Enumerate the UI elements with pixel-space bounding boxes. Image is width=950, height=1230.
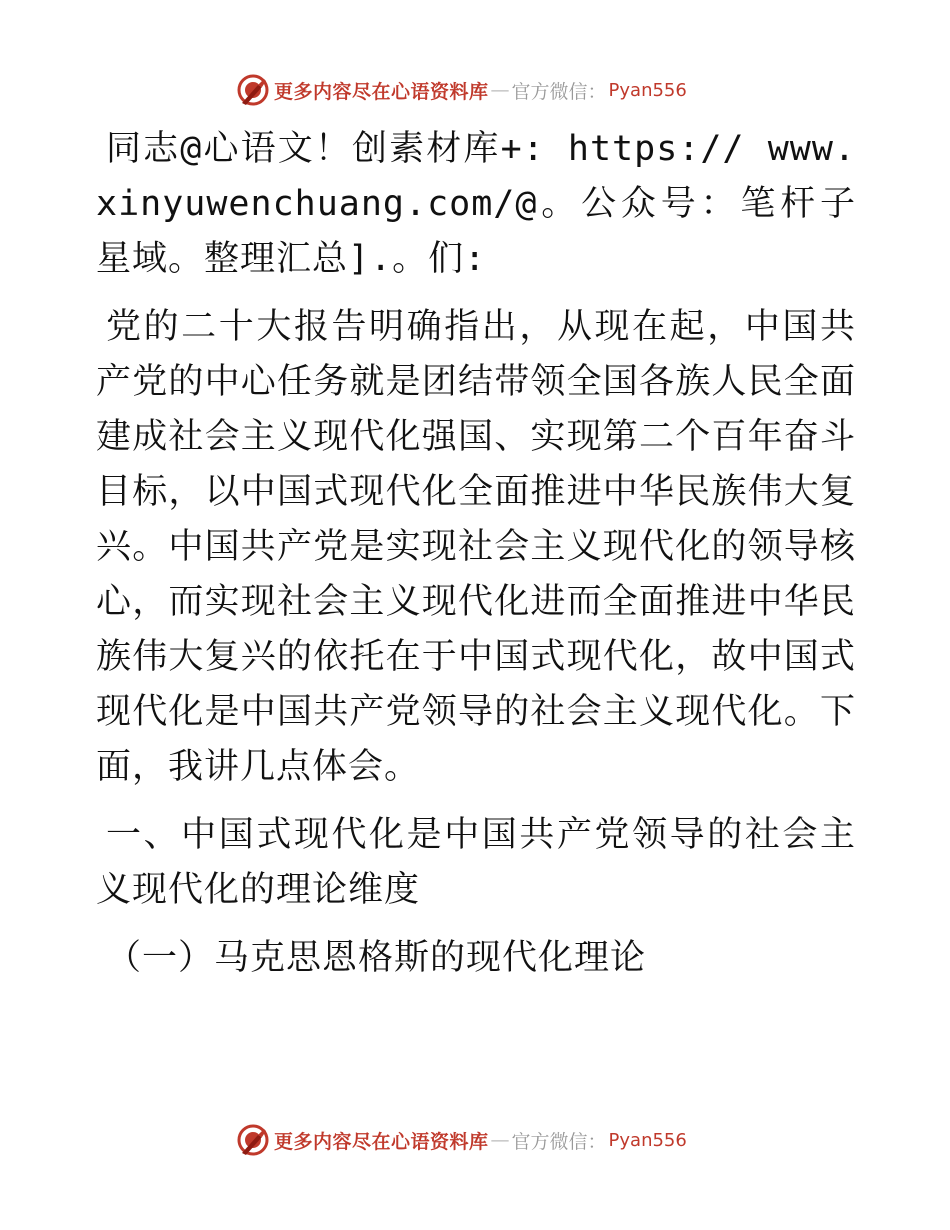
header-watermark <box>236 72 716 108</box>
watermark-separator: — <box>490 1129 510 1151</box>
watermark-official-label: 官方微信： <box>511 80 607 103</box>
watermark-wechat-id: Pyan556 <box>608 1129 687 1151</box>
watermark-site-text: 更多内容尽在心语资料库 <box>274 1130 489 1153</box>
pen-logo-icon <box>236 1123 270 1157</box>
watermark-separator: — <box>490 79 510 101</box>
paragraph-greeting: 同志@心语文！创素材库+: https:// www.xinyuwenchuang.com/@。公众号：笔杆子星域。整理汇总].。们: <box>96 129 856 279</box>
footer-watermark <box>236 1122 716 1158</box>
watermark-site-text: 更多内容尽在心语资料库 <box>274 80 489 103</box>
section-heading-1: 一、中国式现代化是中国共产党领导的社会主义现代化的理论维度 <box>96 815 856 910</box>
watermark-official-label: 官方微信： <box>511 1130 607 1153</box>
paragraph-intro: 党的二十大报告明确指出，从现在起，中国共产党的中心任务就是团结带领全国各族人民全面建成社会主义现代化强国、实现第二个百年奋斗目标，以中国式现代化全面推进中华民族伟大复兴。中国共产党是实现社会主义现代化的领导核心，而实现社会主义现代化进而全面推进中华民族伟大复兴的依托在于中国式现代化，故中国式现代化是中国共产党领导的社会主义现代化。下面，我讲几点体会。 <box>96 307 856 787</box>
subsection-heading-1: （一）马克思恩格斯的现代化理论 <box>106 938 647 978</box>
pen-logo-icon <box>236 73 270 107</box>
watermark-wechat-id: Pyan556 <box>608 79 687 101</box>
document-body <box>96 122 856 999</box>
